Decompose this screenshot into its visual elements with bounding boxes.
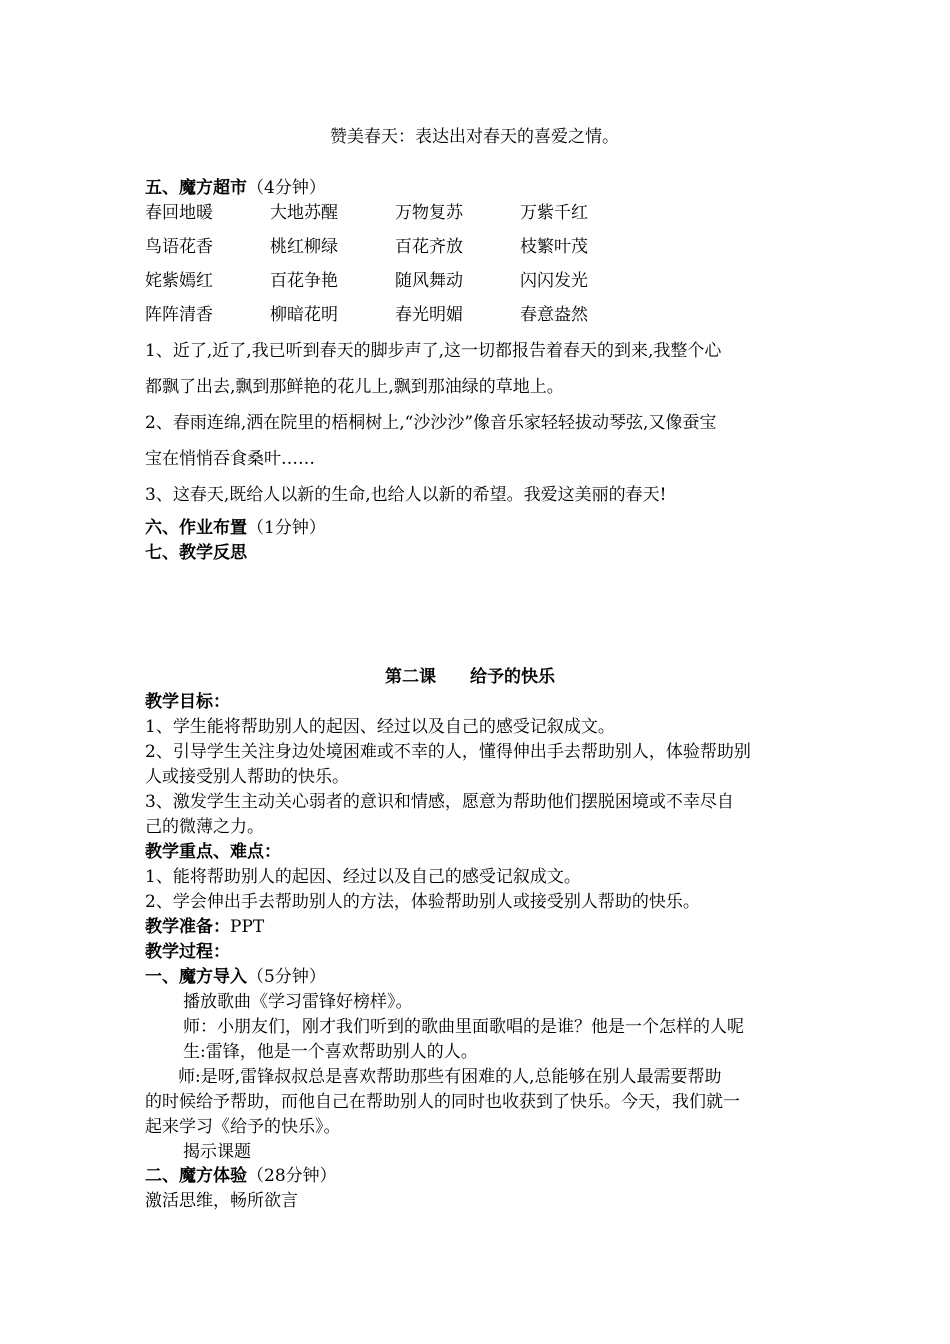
word-cell: 万紫千红: [520, 203, 588, 223]
section5-heading: 五、魔方超市: [145, 178, 247, 198]
step2-heading-line: [145, 1166, 337, 1186]
word-cell: 柳暗花明: [270, 305, 338, 325]
step1-heading-line: [145, 967, 326, 987]
section5-heading-line: [145, 178, 326, 198]
goal1-line: 1、学生能将帮助别人的起因、经过以及自己的感受记叙成文。: [145, 717, 615, 737]
word-cell: 姹紫嫣红: [145, 271, 213, 291]
step1-line5: 揭示课题: [183, 1142, 251, 1162]
step2-time: （28分钟）: [247, 1166, 337, 1186]
goal2-line-a: 2、引导学生关注身边处境困难或不幸的人，懂得伸出手去帮助别人，体验帮助别: [145, 742, 751, 762]
step2-line1: 激活思维，畅所欲言: [145, 1191, 298, 1211]
word-cell: 春回地暖: [145, 203, 213, 223]
goal3-line-b: 己的微薄之力。: [145, 817, 264, 837]
word-cell: 阵阵清香: [145, 305, 213, 325]
section5-time: （4分钟）: [247, 178, 326, 198]
step1-line3: 生:雷锋，他是一个喜欢帮助别人的人。: [183, 1042, 478, 1062]
step1-time: （5分钟）: [247, 967, 326, 987]
word-cell: 枝繁叶茂: [520, 237, 588, 257]
sentence2-line-b: 宝在悄悄吞食桑叶……: [145, 449, 315, 469]
word-cell: 桃红柳绿: [270, 237, 338, 257]
sentence1-line-b: 都飘了出去,飘到那鲜艳的花儿上,飘到那油绿的草地上。: [145, 377, 564, 397]
goal2-line-b: 人或接受别人帮助的快乐。: [145, 767, 349, 787]
section7-heading: 七、教学反思: [145, 543, 247, 563]
section6-time: （1分钟）: [247, 518, 326, 538]
prep-value: PPT: [230, 917, 265, 937]
prep-line: [145, 917, 264, 937]
praise-line: 赞美春天：表达出对春天的喜爱之情。: [330, 127, 619, 147]
word-cell: 随风舞动: [395, 271, 463, 291]
sentence2-line-a: 2、春雨连绵,洒在院里的梧桐树上,“沙沙沙”像音乐家轻轻拔动琴弦,又像蚕宝: [145, 413, 717, 433]
word-cell: 百花争艳: [270, 271, 338, 291]
step1-line1: 播放歌曲《学习雷锋好榜样》。: [183, 992, 413, 1012]
key-heading: 教学重点、难点：: [145, 842, 281, 862]
key2-line: 2、学会伸出手去帮助别人的方法，体验帮助别人或接受别人帮助的快乐。: [145, 892, 700, 912]
word-cell: 万物复苏: [395, 203, 463, 223]
word-cell: 春意盎然: [520, 305, 588, 325]
step1-line4-c: 起来学习《给予的快乐》。: [145, 1117, 341, 1137]
goal3-line-a: 3、激发学生主动关心弱者的意识和情感，愿意为帮助他们摆脱困境或不幸尽自: [145, 792, 734, 812]
goals-heading: 教学目标：: [145, 692, 230, 712]
word-cell: 百花齐放: [395, 237, 463, 257]
sentence3-line: 3、这春天,既给人以新的生命,也给人以新的希望。我爱这美丽的春天!: [145, 485, 667, 505]
lesson2-title: 第二课 给予的快乐: [385, 667, 555, 687]
sentence1-line-a: 1、近了,近了,我已听到春天的脚步声了,这一切都报告着春天的到来,我整个心: [145, 341, 722, 361]
section6-heading: 六、作业布置: [145, 518, 247, 538]
process-heading: 教学过程：: [145, 942, 230, 962]
step1-line4-a: 师:是呀,雷锋叔叔总是喜欢帮助那些有困难的人,总能够在别人最需要帮助: [178, 1067, 722, 1087]
step2-heading: 二、魔方体验: [145, 1166, 247, 1186]
step1-heading: 一、魔方导入: [145, 967, 247, 987]
step1-line4-b: 的时候给予帮助，而他自己在帮助别人的同时也收获到了快乐。今天，我们就一: [145, 1092, 740, 1112]
word-cell: 闪闪发光: [520, 271, 588, 291]
word-cell: 春光明媚: [395, 305, 463, 325]
prep-label: 教学准备：: [145, 917, 230, 937]
section6-heading-line: [145, 518, 326, 538]
step1-line2: 师：小朋友们，刚才我们听到的歌曲里面歌唱的是谁？他是一个怎样的人呢: [183, 1017, 744, 1037]
key1-line: 1、能将帮助别人的起因、经过以及自己的感受记叙成文。: [145, 867, 581, 887]
word-cell: 大地苏醒: [270, 203, 338, 223]
word-cell: 鸟语花香: [145, 237, 213, 257]
